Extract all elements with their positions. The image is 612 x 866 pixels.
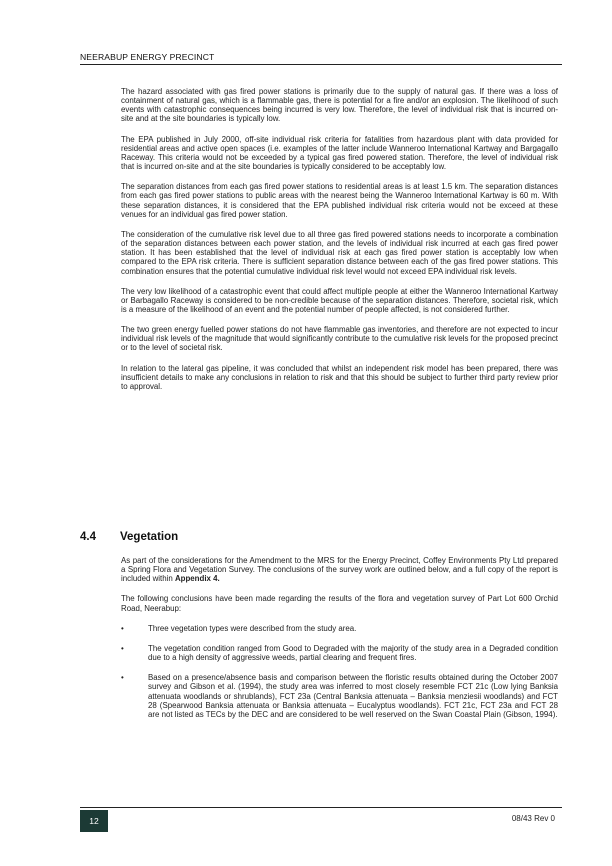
section-intro bbox=[121, 556, 558, 583]
page-number: 12 bbox=[89, 816, 99, 826]
list-item bbox=[121, 624, 558, 633]
section-intro-text: As part of the considerations for the Amendment to the MRS for the Energy Precinct, Coffey Environments Pty Ltd prepared a Spring Flora and Vegetation Survey. The conclusions of the survey work are outlined below, and a full copy of the report is included within bbox=[121, 556, 558, 584]
conclusions-list bbox=[121, 624, 558, 719]
paragraph: The separation distances from each gas fired power stations to residential areas is at least 1.5 km. The separation distances from each gas fired power stations to public areas with the nearest being the Wanneroo International Kartway is 60 m. With these separation distances, it is considered that the EPA published individual risk criteria would not be exceed at these venues for an individual gas fired power station. bbox=[121, 182, 558, 219]
bullet-icon: • bbox=[121, 673, 124, 683]
paragraph: The hazard associated with gas fired power stations is primarily due to the supply of natural gas. If there was a loss of containment of natural gas, which is a flammable gas, there is potential for a fire and/or an explosion. The likelihood of such events with catastrophic consequences being incurred is very low. Therefore, the level of individual risk that is incurred on-site and at the site boundaries is typically low. bbox=[121, 87, 558, 124]
running-header: NEERABUP ENERGY PRECINCT bbox=[80, 52, 215, 62]
conclusions-intro: The following conclusions have been made regarding the results of the flora and vegetation survey of Part Lot 600 Orchid Road, Neerabup: bbox=[121, 594, 558, 613]
list-item bbox=[121, 644, 558, 662]
list-item-text: The vegetation condition ranged from Good to Degraded with the majority of the study area in a Degraded condition due to a high density of aggressive weeds, partial clearing and frequent fires. bbox=[148, 643, 558, 663]
paragraph: The EPA published in July 2000, off-site individual risk criteria for fatalities from hazardous plant with data provided for residential areas and active open spaces (i.e. examples of the latter include Wanneroo International Kartway and Bargagallo Raceway. This criteria would not be exceeded by a typical gas fired powered station. Therefore, the level of individual risk that is incurred on-site and at the site boundaries is typically considered to be acceptably low. bbox=[121, 134, 558, 172]
list-item-text: Based on a presence/absence basis and comparison between the floristic results obtained during the October 2007 survey and Gibson et al. (1994), the study area was inferred to most closely resemble FCT 21c (Low lying Banksia attenuata woodlands or shrublands), FCT 23a (Central Banksia attenuata – Banksia menziesii woodlands) and FCT 28 (Spearwood Banksia attenuata or Banksia attenuata – Eucalyptus woodlands). FCT 21c, FCT 23a and FCT 28 are not listed as TECs by the DEC and are considered to be well reserved on the Swan Coastal Plain (Gibson, 1994). bbox=[148, 673, 558, 719]
appendix-reference: Appendix 4. bbox=[174, 574, 220, 584]
paragraph: The consideration of the cumulative risk level due to all three gas fired powered stations needs to incorporate a combination of the separation distances between each power station, and the levels of individual risk incurred at each gas fired power station. It has been established that the level of individual risk at each gas fired power station is acceptably low when compared to the EPA risk criteria. There is sufficient separation distance between each of the gas fired power stations. This combination ensures that the potential cumulative individual risk level would not exceed EPA individual risk levels. bbox=[121, 229, 558, 276]
list-item bbox=[121, 673, 558, 719]
list-item-text: Three vegetation types were described from the study area. bbox=[148, 623, 357, 633]
paragraph: The very low likelihood of a catastrophic event that could affect multiple people at either the Wanneroo International Kartway or Barbagallo Raceway is considered to be non-credible because of the separation distances. Therefore, societal risk, which is a measure of the likelihood of an event and the potential number of people affected, is not considered further. bbox=[121, 286, 558, 314]
page-number-badge bbox=[80, 810, 108, 832]
paragraph: The two green energy fuelled power stations do not have flammable gas inventories, and therefore are not expected to incur individual risk levels of the magnitude that would significantly contribute to the cumulative risk levels for the proposed precinct or to the level of societal risk. bbox=[121, 325, 558, 353]
header-divider bbox=[80, 64, 562, 65]
section-title: Vegetation bbox=[120, 531, 179, 543]
section-heading bbox=[80, 531, 560, 543]
bullet-icon: • bbox=[121, 623, 124, 633]
footer-divider bbox=[80, 807, 562, 808]
document-reference: 08/43 Rev 0 bbox=[511, 814, 555, 823]
bullet-icon: • bbox=[121, 643, 124, 653]
risk-discussion bbox=[121, 87, 558, 402]
section-number: 4.4 bbox=[80, 531, 96, 543]
vegetation-section bbox=[121, 556, 558, 730]
paragraph: In relation to the lateral gas pipeline, it was concluded that whilst an independent risk model has been prepared, there was insufficient details to make any conclusions in relation to risk and that this should be subject to further third party review prior to approval. bbox=[121, 363, 558, 391]
